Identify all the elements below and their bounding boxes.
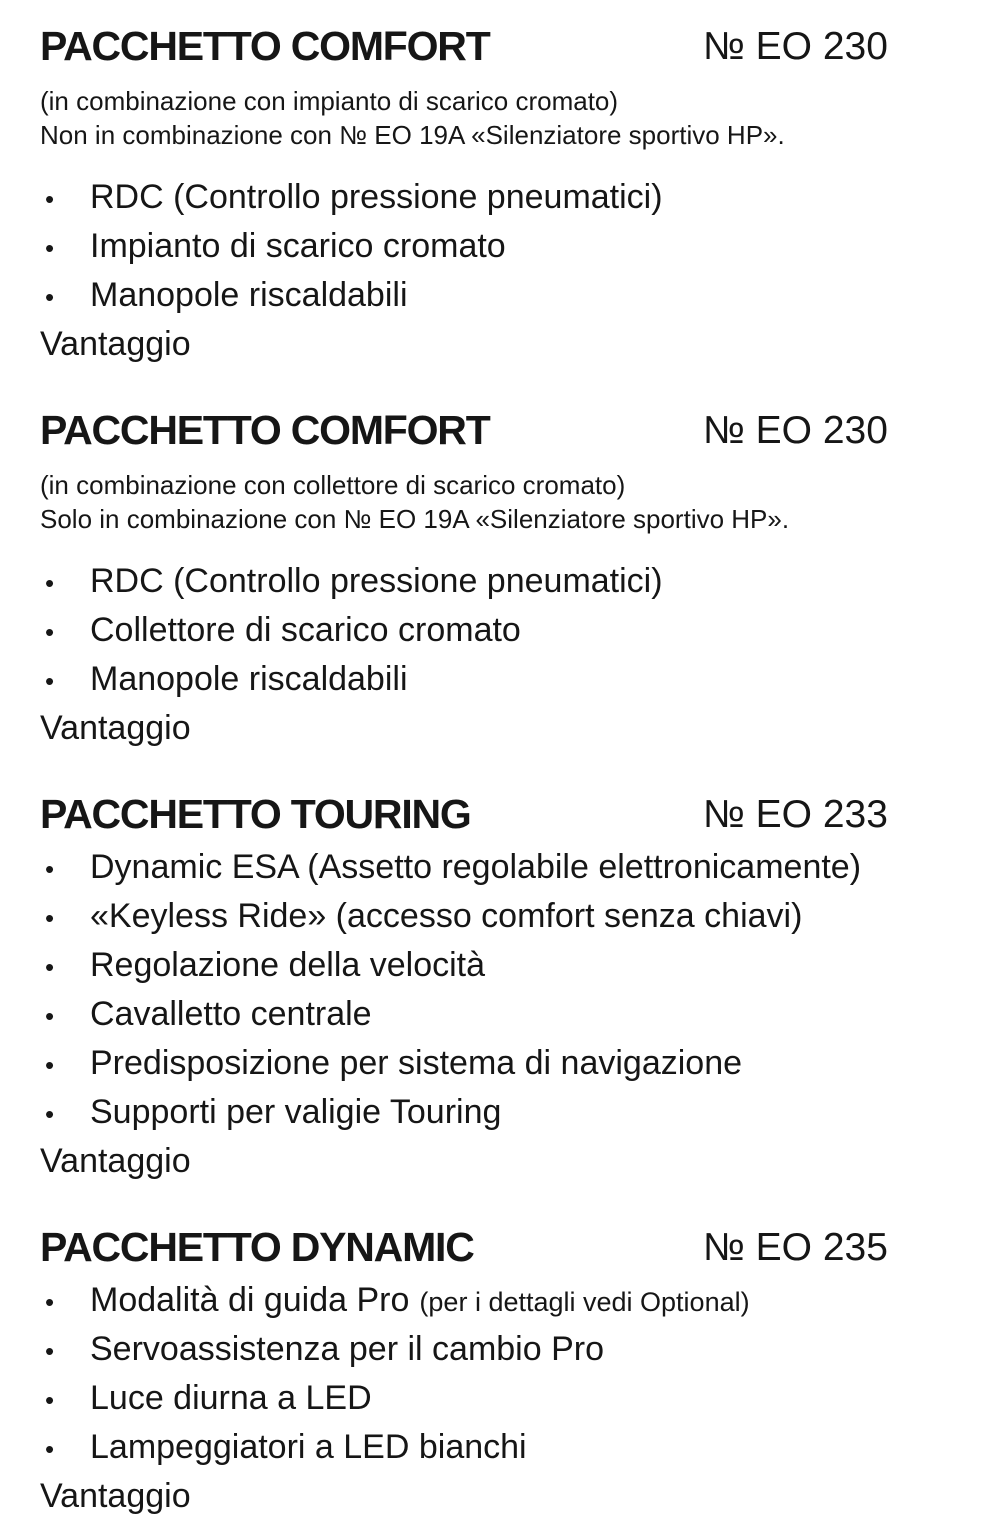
list-item [40, 1424, 970, 1473]
item-text: Luce diurna a LED [90, 1379, 372, 1417]
package-note: (in combinazione con collettore di scarico cromato) [40, 470, 626, 500]
package-section-comfort-1 [40, 24, 970, 368]
list-item [40, 223, 970, 272]
bullet-icon: • [45, 233, 55, 263]
bullet-icon: • [45, 1099, 55, 1129]
package-title: PACCHETTO COMFORT [40, 23, 490, 69]
package-section-comfort-2 [40, 408, 970, 752]
list-item [40, 1375, 970, 1424]
bullet-icon: • [45, 1336, 55, 1366]
bullet-icon: • [45, 854, 55, 884]
list-item [40, 1040, 970, 1089]
item-text: «Keyless Ride» (accesso comfort senza chiavi) [90, 897, 803, 935]
bullet-icon: • [45, 1385, 55, 1415]
list-item [40, 1277, 970, 1326]
bullet-icon: • [45, 1001, 55, 1031]
feature-list [40, 844, 970, 1138]
list-item [40, 174, 970, 223]
list-item [40, 1089, 970, 1138]
bullet-icon: • [45, 568, 55, 598]
section-header [40, 408, 970, 456]
bullet-icon: • [45, 903, 55, 933]
item-suffix: (per i dettagli vedi Optional) [419, 1287, 750, 1317]
package-notes [40, 468, 970, 536]
package-number: № EO 233 [703, 793, 888, 836]
package-section-dynamic [40, 1225, 970, 1520]
item-text: Supporti per valigie Touring [90, 1093, 502, 1131]
item-text: RDC (Controllo pressione pneumatici) [90, 562, 663, 600]
list-item [40, 1326, 970, 1375]
package-notes [40, 84, 970, 152]
item-text: Predisposizione per sistema di navigazione [90, 1044, 743, 1082]
list-item [40, 893, 970, 942]
item-text: Lampeggiatori a LED bianchi [90, 1428, 527, 1466]
bullet-icon: • [45, 617, 55, 647]
package-number: № EO 230 [703, 25, 888, 68]
package-number: № EO 230 [703, 409, 888, 452]
section-header [40, 792, 970, 840]
section-header [40, 24, 970, 72]
list-item [40, 942, 970, 991]
item-text: Collettore di scarico cromato [90, 611, 521, 649]
item-text: Servoassistenza per il cambio Pro [90, 1330, 605, 1368]
item-text: Manopole riscaldabili [90, 276, 408, 314]
advantage-label: Vantaggio [40, 325, 191, 363]
package-title: PACCHETTO COMFORT [40, 407, 490, 453]
list-item [40, 844, 970, 893]
advantage-label: Vantaggio [40, 709, 191, 747]
package-note: (in combinazione con impianto di scarico cromato) [40, 86, 619, 116]
bullet-icon: • [45, 282, 55, 312]
item-text: Dynamic ESA (Assetto regolabile elettronicamente) [90, 848, 862, 886]
package-title: PACCHETTO TOURING [40, 791, 471, 837]
bullet-icon: • [45, 666, 55, 696]
list-item [40, 607, 970, 656]
item-text: Manopole riscaldabili [90, 660, 408, 698]
bullet-icon: • [45, 952, 55, 982]
item-text: Regolazione della velocità [90, 946, 486, 984]
feature-list [40, 1277, 970, 1473]
item-text: Modalità di guida Pro [90, 1281, 410, 1319]
package-title: PACCHETTO DYNAMIC [40, 1224, 474, 1270]
feature-list [40, 174, 970, 321]
section-header [40, 1225, 970, 1273]
item-text: Impianto di scarico cromato [90, 227, 506, 265]
package-section-touring [40, 792, 970, 1185]
bullet-icon: • [45, 1050, 55, 1080]
advantage-label: Vantaggio [40, 1142, 191, 1180]
feature-list [40, 558, 970, 705]
list-item [40, 656, 970, 705]
list-item [40, 558, 970, 607]
package-number: № EO 235 [703, 1226, 888, 1269]
item-text: RDC (Controllo pressione pneumatici) [90, 178, 663, 216]
bullet-icon: • [45, 184, 55, 214]
item-text: Cavalletto centrale [90, 995, 372, 1033]
list-item [40, 272, 970, 321]
bullet-icon: • [45, 1287, 55, 1317]
package-note: Solo in combinazione con № EO 19A «Silenziatore sportivo HP». [40, 504, 790, 534]
bullet-icon: • [45, 1434, 55, 1464]
list-item [40, 991, 970, 1040]
package-note: Non in combinazione con № EO 19A «Silenziatore sportivo HP». [40, 120, 785, 150]
advantage-label: Vantaggio [40, 1477, 191, 1515]
